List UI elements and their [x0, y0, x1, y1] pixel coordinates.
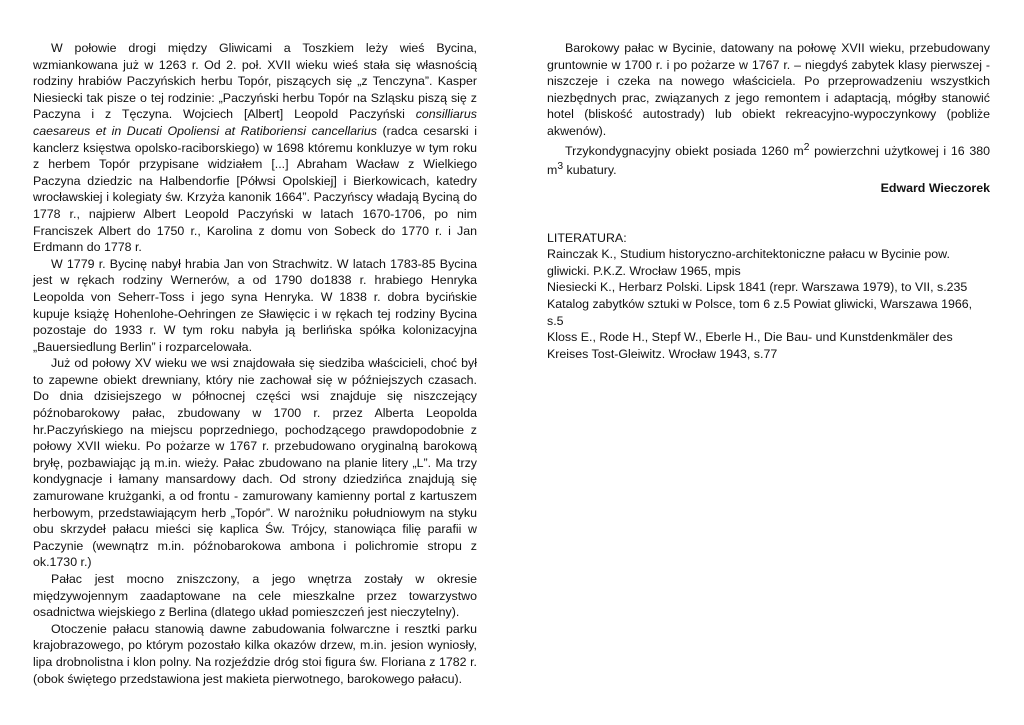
literature-item: Niesiecki K., Herbarz Polski. Lipsk 1841 (repr. Warszawa 1979), to VII, s.235: [547, 280, 968, 295]
literature-section: [547, 230, 990, 363]
literature-item: Kloss E., Rode H., Stepf W., Eberle H., Die Bau- und Kunstdenkmäler des Kreises Tost-Gleiwitz. Wrocław 1943, s.77: [547, 330, 953, 361]
paragraph-palace-condition: Pałac jest mocno zniszczony, a jego wnętrza zostały w okresie międzywojennym zaadaptowane na cele mieszkalne przez towarzystwo osadnictwa wiejskiego z Berlina (dlatego układ pomieszczeń jest nieczytelny).: [33, 572, 477, 620]
author-name: Edward Wieczorek: [880, 181, 990, 195]
left-column: [33, 40, 477, 687]
literature-heading: LITERATURA:: [547, 230, 627, 245]
latin-title: consilliarus caesareus et in Ducati Opoliensi at Ratiboriensi cancellarius: [33, 107, 477, 138]
paragraph-owners: W 1779 r. Bycinę nabył hrabia Jan von Strachwitz. W latach 1783-85 Bycina jest w rękach rodziny Wernerów, a od 1790 do1838 r. hrabiego Henryka Leopolda von Seherr-Toss i jego syna Henryka. W 1838 r. dobra bycińskie kupuje książę Hohenlohe-Oehringen ze Sławięcic i w rękach tej rodziny Bycina pozostaje do 1933 r. W tym roku nabyła ją berlińska spółka kolonizacyjna „Bauersiedlung Berlin” i rozparcelowała.: [33, 256, 477, 354]
paragraph-dimensions: Trzykondygnacyjny obiekt posiada 1260 $m^2$ powierzchni użytkowej i 16 380 $m^3$ kubatury.: [547, 141, 991, 178]
paragraph-surroundings: Otoczenie pałacu stanowią dawne zabudowania folwarczne i resztki parku krajobrazowego, po którym pozostało kilka okazów drzew, m.in. jesion wyniosły, lipa drobnolistna i klon polny. Na rozjeździe dróg stoi figura św. Floriana z 1782 r.(obok świętego przedstawiona jest makieta pierwotnego, barokowego pałacu).: [33, 621, 477, 686]
paragraph-palace-summary: Barokowy pałac w Bycinie, datowany na połowę XVII wieku, przebudowany gruntownie w 1700 r. i po pożarze w 1767 r. – niegdyś zabytek klasy pierwszej - niszczeje i czeka na nowego właściciela. Po przeprowadzeniu wszystkich niezbędnych prac, związanych z jego remontem i adaptacją, mógłby stanowić hotel (bliskość autostrady) lub obiekt rekreacyjno-wypoczynkowy (pobliże akwenów).: [547, 41, 990, 138]
paragraph-history-intro: W połowie drogi między Gliwicami a Toszkiem leży wieś Bycina, wzmiankowana już w 1263 r. Od 2. poł. XVII wieku wieś stała się własnością rodziny hrabiów Paczyńskich herbu Topór, piszących się „z Tenczyna”. Kasper Niesiecki tak pisze o tej rodzinie: „Paczyński herbu Topór na Szląsku piszą się z Paczyna i z Tęczyna. Wojciech [Albert] Leopold Paczyński consilliarus caesareus et in Ducati Opoliensi at Ratiboriensi cancellarius (radca cesarski i kanclerz księstwa opolsko-raciborskiego) w 1698 któremu konkluzye w tym roku z herbem Topór przypisane widziałem [...] Abraham Wacław z Wielkiego Paczyna dziedzic na Halbendorfie [Półwsi Opolskiej] i Bierkowicach, katedry wrocławskiej i kolegiaty św. Krzyża kanonik 1664”. Paczyńscy władają Byciną do 1778 r., najpierw Albert Leopold Paczyński w latach 1670-1706, po nim Franciszek Albert do 1750 r., Karolina z domu von Sobeck do 1770 r. i Jan Erdmann do 1778 r.: [33, 41, 477, 255]
right-column: [547, 40, 990, 362]
paragraph-palace-description: Już od połowy XV wieku we wsi znajdowała się siedziba właścicieli, choć był to zapewne obiekt drewniany, który nie zachował się w późniejszych czasach. Do dnia dzisiejszego w północnej części wsi znajduje się niszczejący późnobarokowy pałac, zbudowany w 1700 r. przez Alberta Leopolda hr.Paczyńskiego na miejscu poprzedniego, pochodzącego prawdopodobnie z połowy XVII wieku. Po pożarze w 1767 r. przebudowano oryginalną barokową bryłę, pozbawiając ją m.in. wieży. Pałac zbudowano na planie litery „L”. Ma trzy kondygnacje i łamany mansardowy dach. Od strony dziedzińca znajdują się zamurowane krużganki, a od frontu - zamurowany kamienny portal z kartuszem herbowym, przedstawiającym herb „Topór”. W narożniku południowym na styku obu skrzydeł pałacu mieści się kaplica Św. Trójcy, stanowiąca filię parafii w Paczynie (wewnątrz m.in. późnobarokowa ambona i polichromie stropu z ok.1730 r.): [33, 356, 477, 570]
literature-item: Katalog zabytków sztuki w Polsce, tom 6 z.5 Powiat gliwicki, Warszawa 1966, s.5: [547, 296, 973, 328]
literature-item: Rainczak K., Studium historyczno-architektoniczne pałacu w Bycinie pow. gliwicki. P.K.Z. Wrocław 1965, mpis: [547, 247, 950, 278]
